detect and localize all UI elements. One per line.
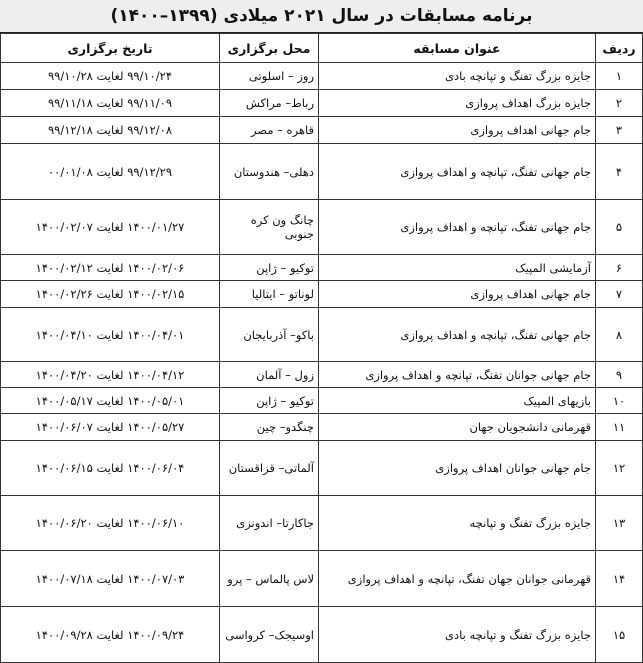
row-date: ۱۴۰۰/۰۵/۲۷ لغایت ۱۴۰۰/۰۶/۰۷ [1,414,220,441]
row-title: جام جهانی جوانان تفنگ، تپانچه و اهداف پروازی [319,362,596,388]
row-place: توکیو – ژاپن [220,388,319,414]
row-date: ۱۴۰۰/۰۶/۰۴ لغایت ۱۴۰۰/۰۶/۱۵ [1,441,220,496]
row-title: قهرمانی دانشجویان جهان [319,414,596,441]
table-row [1,388,643,414]
row-date: ۹۹/۱۲/۲۹ لغایت ۰۰/۰۱/۰۸ [1,144,220,200]
row-place: روز – اسلوتی [220,63,319,90]
table-row [1,117,643,144]
row-num: ۱ [596,63,643,90]
row-num: ۶ [596,255,643,281]
table-row [1,414,643,441]
table-row [1,308,643,362]
row-title: جام جهانی تفنگ، تپانچه و اهداف پروازی [319,308,596,362]
header-date: تاریخ برگزاری [1,34,220,63]
row-num: ۱۵ [596,607,643,663]
row-title: آزمایشی المپیک [319,255,596,281]
row-num: ۱۳ [596,496,643,551]
row-title: جایزه بزرگ تفنگ و تپانچه بادی [319,607,596,663]
row-title: جام جهانی تفنگ، تپانچه و اهداف پروازی [319,200,596,255]
row-place: لاس پالماس – پرو [220,551,319,607]
row-title: جام جهانی اهداف پروازی [319,117,596,144]
row-place: لوناتو – ایتالیا [220,281,319,308]
row-title: جام جهانی اهداف پروازی [319,281,596,308]
row-place: دهلی– هندوستان [220,144,319,200]
table-row [1,63,643,90]
row-num: ۷ [596,281,643,308]
row-date: ۱۴۰۰/۰۱/۲۷ لغایت ۱۴۰۰/۰۲/۰۷ [1,200,220,255]
row-place: باکو– آذربایجان [220,308,319,362]
table-row [1,607,643,663]
table-row [1,441,643,496]
row-place: اوسیجک– کرواسی [220,607,319,663]
row-title: جایزه بزرگ اهداف پروازی [319,90,596,117]
row-date: ۱۴۰۰/۰۵/۰۱ لغایت ۱۴۰۰/۰۵/۱۷ [1,388,220,414]
table-row [1,144,643,200]
row-date: ۱۴۰۰/۰۹/۲۴ لغایت ۱۴۰۰/۰۹/۲۸ [1,607,220,663]
header-num: ردیف [596,34,643,63]
row-title: قهرمانی جوانان جهان تفنگ، تپانچه و اهداف پروازی [319,551,596,607]
header-place: محل برگزاری [220,34,319,63]
table-row [1,496,643,551]
row-num: ۵ [596,200,643,255]
row-date: ۱۴۰۰/۰۷/۰۳ لغایت ۱۴۰۰/۰۷/۱۸ [1,551,220,607]
row-num: ۲ [596,90,643,117]
row-date: ۱۴۰۰/۰۶/۱۰ لغایت ۱۴۰۰/۰۶/۲۰ [1,496,220,551]
table-row [1,90,643,117]
row-num: ۴ [596,144,643,200]
table-row [1,362,643,388]
row-title: جام جهانی جوانان اهداف پروازی [319,441,596,496]
row-place: آلماتی– قزاقستان [220,441,319,496]
row-title: جایزه بزرگ تفنگ و تپانچه بادی [319,63,596,90]
row-num: ۸ [596,308,643,362]
row-date: ۱۴۰۰/۰۲/۰۶ لغایت ۱۴۰۰/۰۲/۱۲ [1,255,220,281]
row-title: جایزه بزرگ تفنگ و تپانچه [319,496,596,551]
row-place: قاهره – مصر [220,117,319,144]
row-date: ۹۹/۱۲/۰۸ لغایت ۹۹/۱۲/۱۸ [1,117,220,144]
row-date: ۱۴۰۰/۰۲/۱۵ لغایت ۱۴۰۰/۰۲/۲۶ [1,281,220,308]
row-place: چنگدو– چین [220,414,319,441]
row-place: رباط– مراکش [220,90,319,117]
row-num: ۱۴ [596,551,643,607]
document-title: برنامه مسابقات در سال ۲۰۲۱ میلادی (۱۳۹۹–۱۴۰۰) [0,0,643,33]
row-date: ۹۹/۱۰/۲۴ لغایت ۹۹/۱۰/۲۸ [1,63,220,90]
table-row [1,255,643,281]
row-place: توکیو – ژاپن [220,255,319,281]
row-num: ۱۲ [596,441,643,496]
table-row [1,200,643,255]
schedule-table [0,33,643,663]
row-place: جاکارتا– اندونزی [220,496,319,551]
row-num: ۹ [596,362,643,388]
table-header-row [1,34,643,63]
header-title: عنوان مسابقه [319,34,596,63]
row-date: ۱۴۰۰/۰۴/۰۱ لغایت ۱۴۰۰/۰۴/۱۰ [1,308,220,362]
row-num: ۱۱ [596,414,643,441]
table-row [1,281,643,308]
table-row [1,551,643,607]
row-place: چانگ ون کره جنوبی [220,200,319,255]
row-title: جام جهانی تفنگ، تپانچه و اهداف پروازی [319,144,596,200]
row-num: ۱۰ [596,388,643,414]
row-date: ۱۴۰۰/۰۴/۱۲ لغایت ۱۴۰۰/۰۴/۲۰ [1,362,220,388]
row-date: ۹۹/۱۱/۰۹ لغایت ۹۹/۱۱/۱۸ [1,90,220,117]
row-title: بازیهای المپیک [319,388,596,414]
row-place: زول – آلمان [220,362,319,388]
row-num: ۳ [596,117,643,144]
